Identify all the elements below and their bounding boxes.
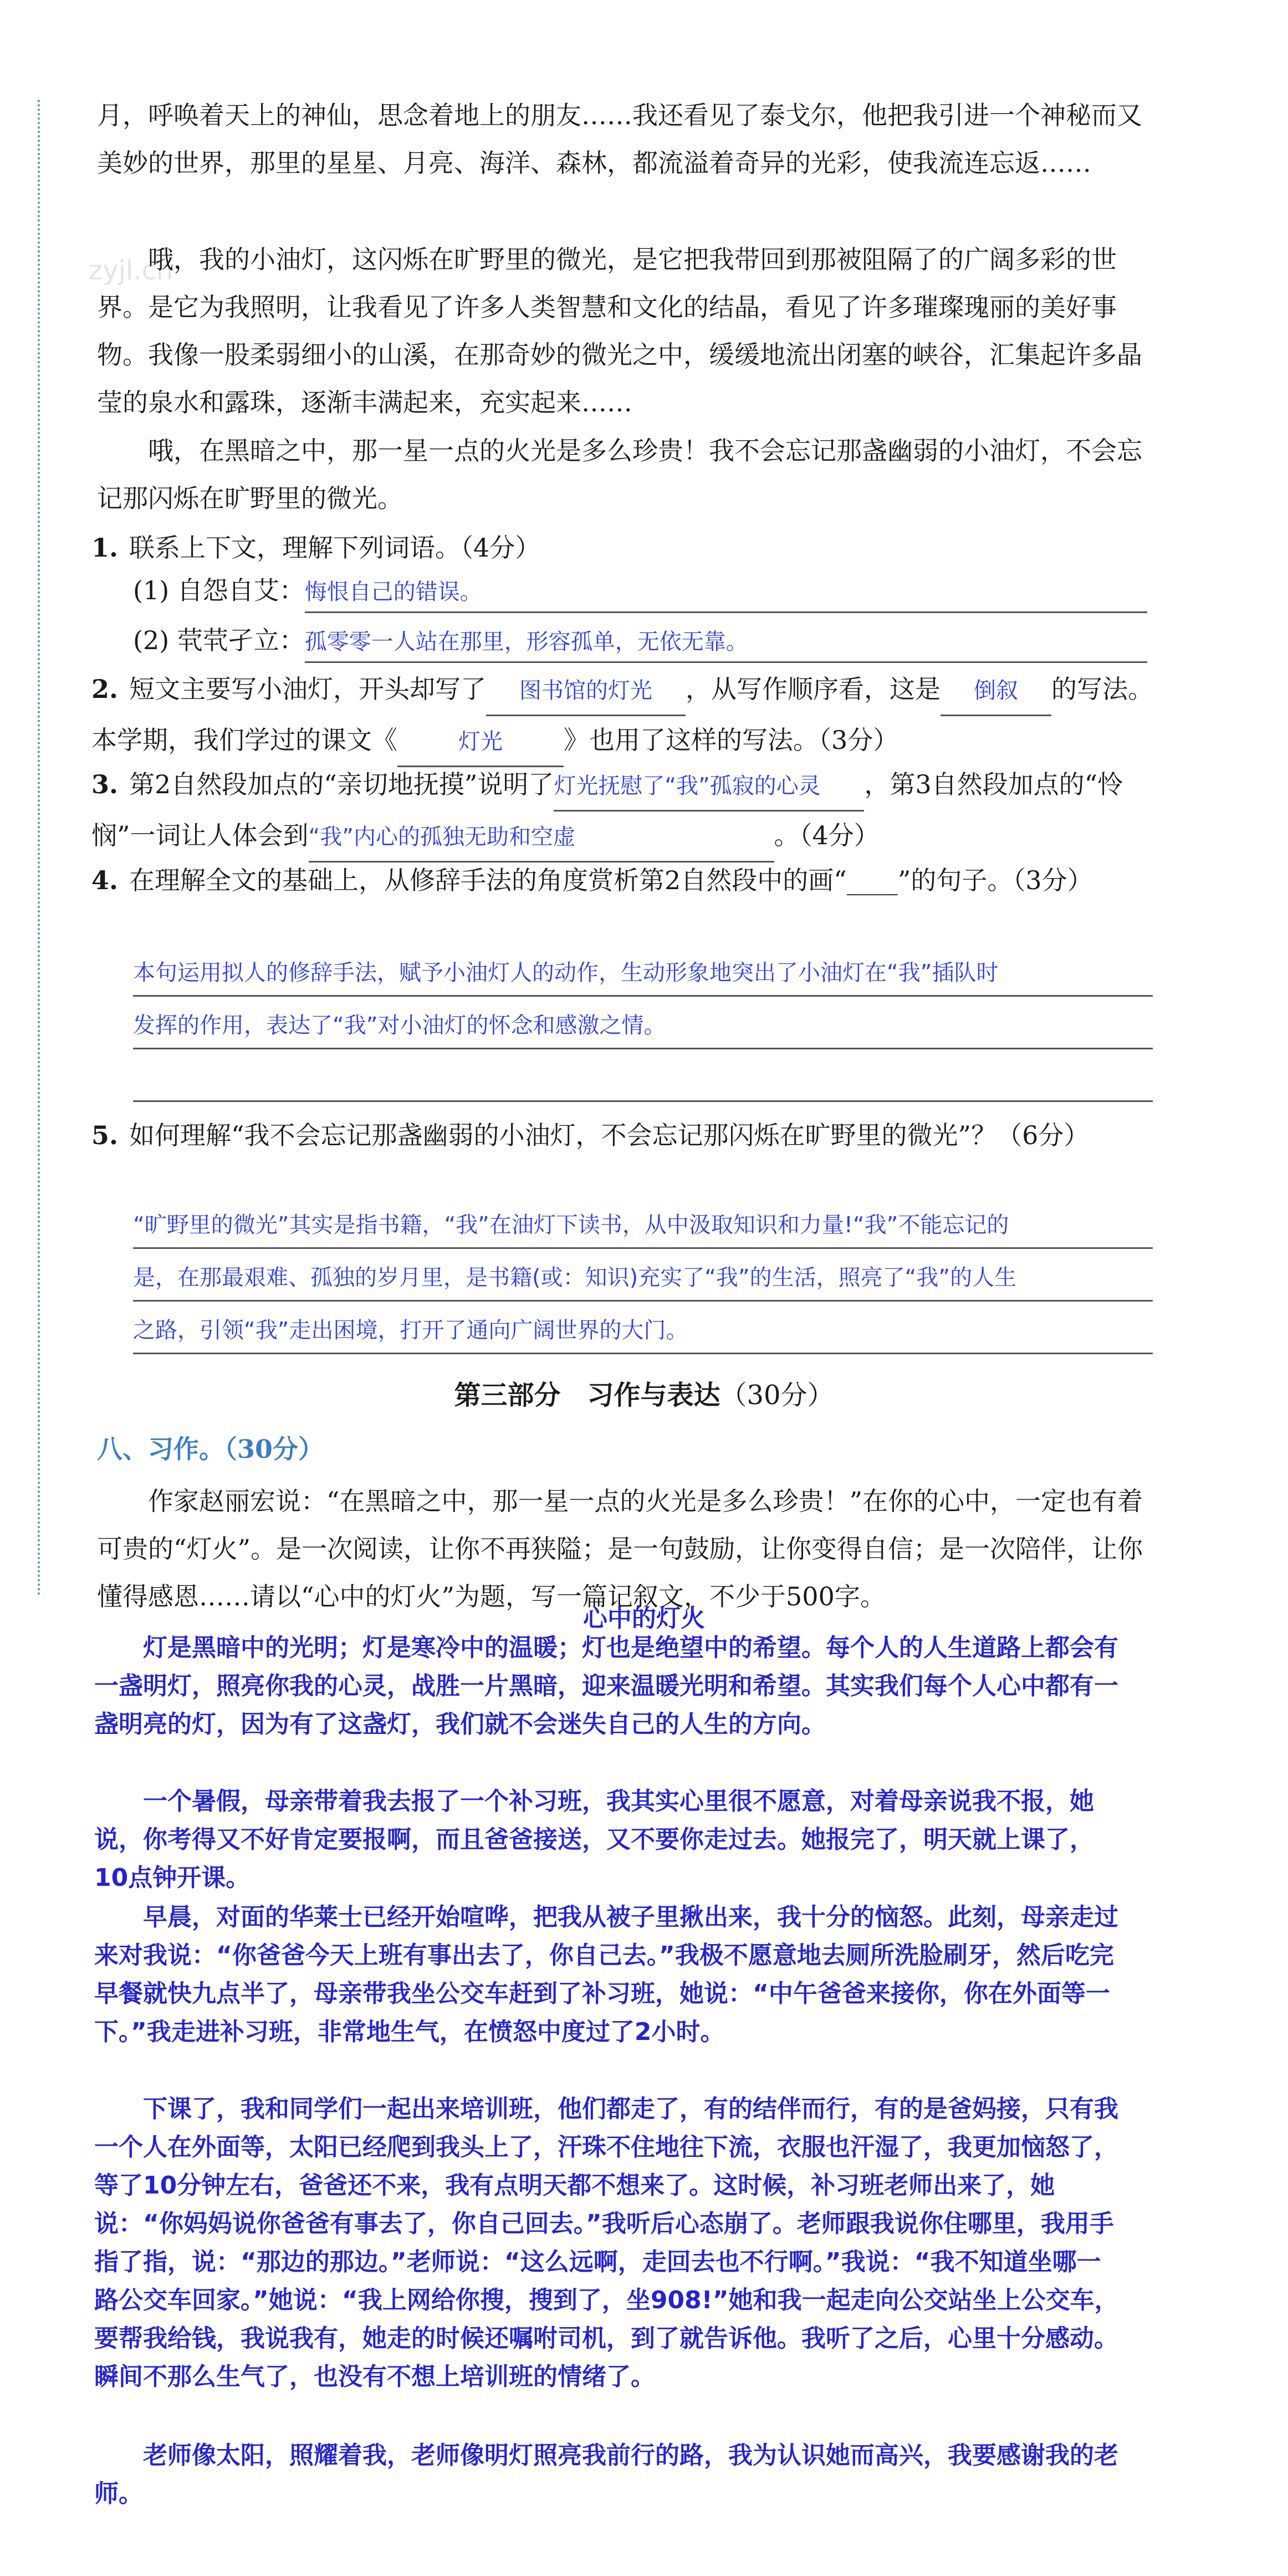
watermark: zyjl.cn bbox=[89, 255, 173, 286]
essay-paragraph-2: 一个暑假，母亲带着我去报了一个补习班，我其实心里很不愿意，对着母亲说我不报，她说，你考得又不好肯定要报啊，而且爸爸接送，又不要你走过去。她报完了，明天就上课了，10点钟开课。 bbox=[94, 1787, 1094, 1892]
question-2 bbox=[91, 665, 1156, 767]
essay-title: 心中的灯火 bbox=[583, 1604, 705, 1633]
question-number: 2. bbox=[91, 674, 119, 704]
question-text: ，第3自然段加点的“怜悯”一词让人体会到 bbox=[91, 769, 1123, 850]
answer-field[interactable]: 悔恨自己的错误。 bbox=[305, 573, 1147, 613]
essay-paragraph-5: 老师像太阳，照耀着我，老师像明灯照亮我前行的路，我为认识她而高兴，我要感谢我的老师。 bbox=[94, 2441, 1118, 2508]
writing-prompt: 作家赵丽宏说：“在黑暗之中，那一星一点的火光是多么珍贵！”在你的心中，一定也有着可贵的“灯火”。是一次阅读，让你不再狭隘；是一句鼓励，让你变得自信；是一次陪伴，让你懂得感恩……请以“心中的灯火”为题，写一篇记叙文，不少于500字。 bbox=[97, 1486, 1143, 1611]
answer-blank-2[interactable]: 倒叙 bbox=[941, 667, 1051, 716]
answer-blank-2[interactable]: “我”内心的孤独无助和空虚 bbox=[309, 813, 774, 863]
essay-paragraph-4: 下课了，我和同学们一起出来培训班，他们都走了，有的结伴而行，有的是爸妈接，只有我一个人在外面等，太阳已经爬到我头上了，汗珠不住地往下流，衣服也汗湿了，我更加恼怒了，等了10分钟左右，爸爸还不来，我有点明天都不想来了。这时候，补习班老师出来了，她说：“你妈妈说你爸爸有事去了，你自己回去。”我听后心态崩了。老师跟我说你住哪里，我用手指了指，说：“那边的那边。”老师说：“这么远啊，走回去也不行啊。”我说：“我不知道坐哪一路公交车回家。”她说：“我上网给你搜，搜到了，坐908!”她和我一起走向公交站坐上公交车，要帮我给钱，我说我有，她走的时候还嘱咐司机，到了就告诉他。我听了之后，心里十分感动。瞬间不那么生气了，也没有不想上培训班的情绪了。 bbox=[94, 2095, 1119, 2391]
q5-answer-line-3[interactable]: 之路，引领“我”走出困境，打开了通向广阔世界的大门。 bbox=[133, 1308, 1153, 1354]
answer-blank-1[interactable]: 图书馆的灯光 bbox=[486, 667, 686, 716]
answer-field[interactable]: 孤零零一人站在那里，形容孤单，无依无靠。 bbox=[305, 623, 1147, 663]
part-3-title bbox=[0, 1374, 1288, 1412]
question-5 bbox=[91, 1111, 1156, 1159]
passage-paragraph-1: 月，呼唤着天上的神仙，思念着地上的朋友……我还看见了泰戈尔，他把我引进一个神秘而又美妙的世界，那里的星星、月亮、海洋、森林，都流溢着奇异的光彩，使我流连忘返…… bbox=[97, 100, 1142, 178]
question-number: 1. bbox=[91, 533, 119, 563]
question-text: 。（4分） bbox=[774, 820, 880, 850]
question-1 bbox=[91, 524, 1156, 572]
q5-answer-line-2[interactable]: 是，在那最艰难、孤独的岁月里，是书籍(或：知识)充实了“我”的生活，照亮了“我”的人生 bbox=[133, 1256, 1153, 1302]
question-text: 》也用了这样的写法。（3分） bbox=[564, 725, 899, 755]
q1-item-1 bbox=[133, 571, 1147, 613]
essay-paragraph-1: 灯是黑暗中的光明；灯是寒冷中的温暖；灯也是绝望中的希望。每个人的人生道路上都会有一盏明灯，照亮你我的心灵，战胜一片黑暗，迎来温暖光明和希望。其实我们每个人心中都有一盏明亮的灯，因为有了这盏灯，我们就不会迷失自己的人生的方向。 bbox=[94, 1634, 1118, 1738]
question-3 bbox=[91, 761, 1156, 863]
q4-answer-line-2[interactable]: 发挥的作用，表达了“我”对小油灯的怀念和感激之情。 bbox=[133, 1003, 1153, 1049]
part-score: （30分） bbox=[720, 1380, 834, 1411]
term-label: (1) 自怨自艾： bbox=[133, 575, 305, 605]
passage-paragraph-3: 哦，在黑暗之中，那一星一点的火光是多么珍贵！我不会忘记那盏幽弱的小油灯，不会忘记那闪烁在旷野里的微光。 bbox=[97, 436, 1142, 513]
question-number: 3. bbox=[91, 769, 119, 799]
section-8-heading: 八、习作。（30分） bbox=[97, 1434, 324, 1464]
answer-blank-1[interactable]: 灯光抚慰了“我”孤寂的心灵 bbox=[554, 762, 864, 812]
question-4 bbox=[91, 856, 1156, 904]
answer-blank-3[interactable]: 灯光 bbox=[397, 718, 564, 767]
question-text: 第2自然段加点的“亲切地抚摸”说明了 bbox=[129, 769, 554, 799]
q5-answer-line-1[interactable]: “旷野里的微光”其实是指书籍，“我”在油灯下读书，从中汲取知识和力量!“我”不能忘记的 bbox=[133, 1203, 1153, 1249]
question-text: 在理解全文的基础上，从修辞手法的角度赏析第2自然段中的画“____”的句子。（3分） bbox=[129, 865, 1093, 895]
part-title-text: 第三部分 习作与表达 bbox=[454, 1380, 720, 1411]
margin-dotted-line bbox=[38, 100, 40, 1596]
q4-answer-line-3[interactable] bbox=[133, 1056, 1153, 1102]
question-number: 4. bbox=[91, 865, 119, 895]
question-number: 5. bbox=[91, 1120, 119, 1150]
q1-item-2 bbox=[133, 621, 1147, 663]
essay-paragraph-3: 早晨，对面的华莱士已经开始喧哗，把我从被子里揪出来，我十分的恼怒。此刻，母亲走过来对我说：“你爸爸今天上班有事出去了，你自己去。”我极不愿意地去厕所洗脸刷牙，然后吃完早餐就快九点半了，母亲带我坐公交车赶到了补习班，她说：“中午爸爸来接你，你在外面等一下。”我走进补习班，非常地生气，在愤怒中度过了2小时。 bbox=[94, 1903, 1118, 2046]
question-text: 的写法。本学期，我们学过的课文《 bbox=[91, 674, 1154, 755]
question-text: 短文主要写小油灯，开头却写了 bbox=[129, 674, 487, 704]
question-text: ，从写作顺序看，这是 bbox=[686, 674, 941, 704]
q4-answer-line-1[interactable]: 本句运用拟人的修辞手法，赋予小油灯人的动作，生动形象地突出了小油灯在“我”插队时 bbox=[133, 951, 1153, 997]
term-label: (2) 茕茕孑立： bbox=[133, 625, 305, 655]
question-text: 联系上下文，理解下列词语。（4分） bbox=[129, 533, 541, 563]
passage-paragraph-2: 哦，我的小油灯，这闪烁在旷野里的微光，是它把我带回到那被阻隔了的广阔多彩的世界。是它为我照明，让我看见了许多人类智慧和文化的结晶，看见了许多璀璨瑰丽的美好事物。我像一股柔弱细小的山溪，在那奇妙的微光之中，缓缓地流出闭塞的峡谷，汇集起许多晶莹的泉水和露珠，逐渐丰满起来，充实起来…… bbox=[97, 244, 1142, 417]
question-text: 如何理解“我不会忘记那盏幽弱的小油灯，不会忘记那闪烁在旷野里的微光”？（6分） bbox=[129, 1120, 1090, 1150]
